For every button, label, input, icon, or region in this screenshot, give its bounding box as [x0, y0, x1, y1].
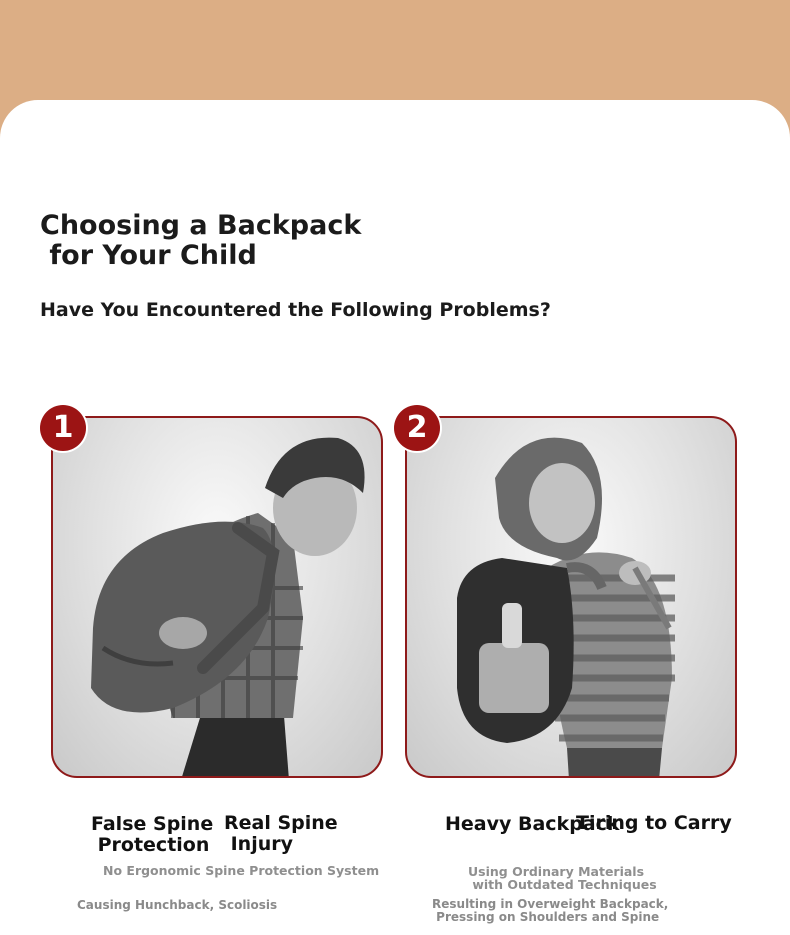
problem-2-note-2: Resulting in Overweight Backpack, Pressing on Shoulders and Spine: [432, 897, 669, 924]
girl-backpack-photo: [407, 418, 737, 778]
problem-number-badge-1: 1: [40, 405, 86, 451]
problem-1-note-2: Causing Hunchback, Scoliosis: [77, 898, 278, 912]
problem-2-note-1: Using Ordinary Materials with Outdated Techniques: [468, 864, 657, 892]
problem-1-label-b: Real Spine Injury: [224, 812, 338, 855]
problem-card-2: [405, 416, 737, 778]
problem-2-label-b: Tiring to Carry: [576, 812, 732, 834]
boy-hunched-photo: [53, 418, 383, 778]
problem-card-1: [51, 416, 383, 778]
problem-1-label-a: False Spine Protection: [91, 813, 214, 856]
problem-number-badge-2: 2: [394, 405, 440, 451]
page-title: Choosing a Backpack for Your Child: [40, 210, 362, 271]
page-subtitle: Have You Encountered the Following Problems?: [40, 299, 551, 321]
problem-1-note-1: No Ergonomic Spine Protection System: [103, 863, 380, 878]
problem-2-label-a: Heavy Backpack: [445, 813, 620, 835]
